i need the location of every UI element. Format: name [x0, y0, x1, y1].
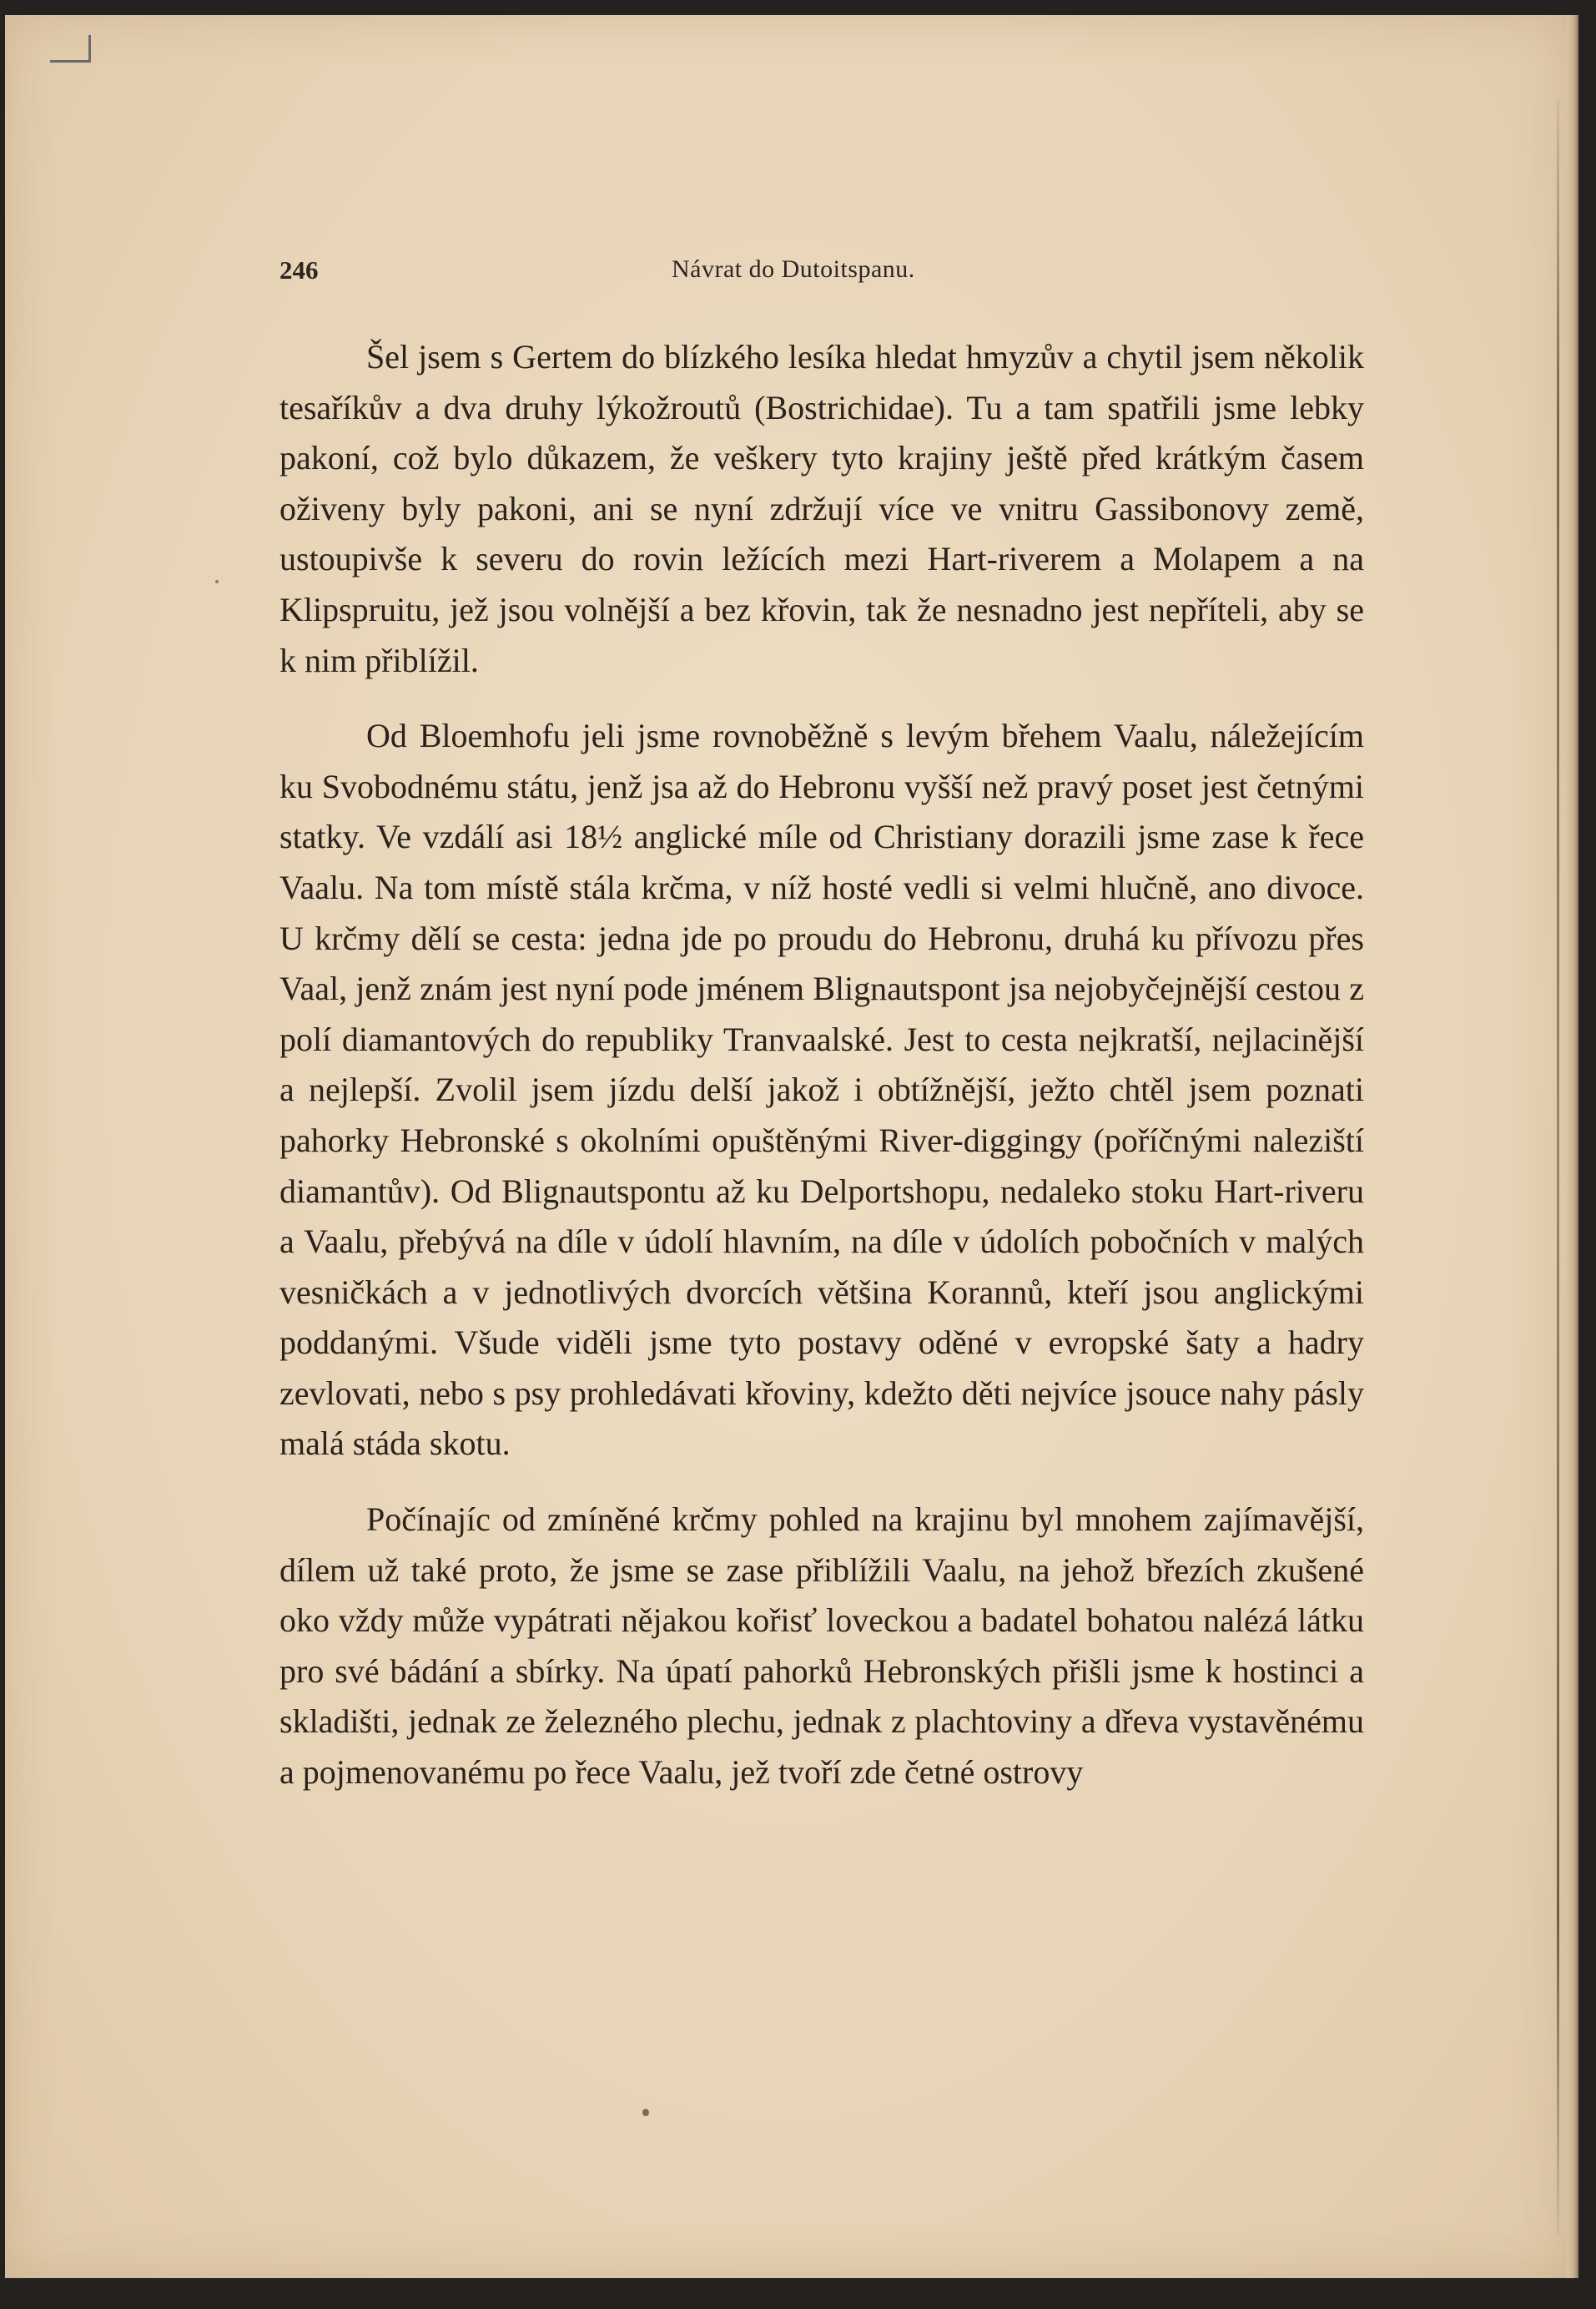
page-edge: [1567, 15, 1578, 2278]
gutter-shadow: [1557, 100, 1559, 2236]
running-head: [279, 255, 1364, 285]
paragraph-2: Od Bloemhofu jeli jsme rovnoběžně s levým břehem Vaalu, náležejícím ku Svobodnému státu, jenž jsa až do Hebronu vyšší než pravý poset jest četnými statky. Ve vzdálí asi 18½ anglické míle od Christiany dorazili jsme zase k řece Vaalu. Na tom místě stála krčma, v níž hosté vedli si velmi hlučně, ano divoce. U krčmy dělí se cesta: jedna jde po proudu do Hebronu, druhá ku přívozu přes Vaal, jenž znám jest nyní pode jménem Blignautspont jsa nejobyčejnější cestou z polí diamantových do republiky Tranvaalské. Jest to cesta nejkratší, nejlacinější a nejlepší. Zvolil jsem jízdu delší jakož i obtížnější, ježto chtěl jsem poznati pahorky Hebronské s okolními opuštěnými River-diggingy (poříčnými naleziští diamantův). Od Blignautspontu až ku Delportshopu, nedaleko stoku Hart-riveru a Vaalu, přebývá na díle v údolí hlavním, na díle v údolích pobočních v malých vesničkách a v jednotlivých dvorcích většina Korannů, kteří jsou anglickými poddanými. Všude viděli jsme tyto postavy oděné v evropské šaty a hadry zevlovati, nebo s psy prohledávati křoviny, kdežto děti nejvíce jsouce nahy pásly malá stáda skotu.: [279, 717, 1364, 1463]
paragraph-3: Počínajíc od zmíněné krčmy pohled na krajinu byl mnohem zajímavější, dílem už také proto, že jsme se zase přiblížili Vaalu, na jehož březích zkušené oko vždy může vypátrati nějakou kořisť loveckou a badatel bohatou nalézá látku pro své bádání a sbírky. Na úpatí pahorků Hebronských přišli jsme k hostinci a skladišti, jednak ze železného plechu, jednak z plachtoviny a dřeva vystavěnému a pojmenovanému po řece Vaalu, jež tvoří zde četné ostrovy: [279, 1500, 1364, 1792]
paper-speck: [215, 580, 219, 583]
paragraph-1: Šel jsem s Gertem do blízkého lesíka hledat hmyzův a chytil jsem několik tesaříkův a dva druhy lýkožroutů (Bostrichidae). Tu a tam spatřili jsme lebky pakoní, což bylo důkazem, že veškery tyto krajiny ještě před krátkým časem oživeny byly pakoni, ani se nyní zdržují více ve vnitru Gassibonovy země, ustoupivše k severu do rovin ležících mezi Hart-riverem a Molapem a na Klipspruitu, jež jsou volnější a bez křovin, tak že nesnadno jest nepříteli, aby se k nim přiblížil.: [279, 338, 1364, 679]
corner-crop-mark: [50, 35, 91, 63]
body-text: [279, 332, 1364, 1798]
page-number: 246: [279, 255, 319, 285]
page-heading: Návrat do Dutoitspanu.: [672, 255, 915, 283]
ink-dot: [642, 2109, 649, 2116]
